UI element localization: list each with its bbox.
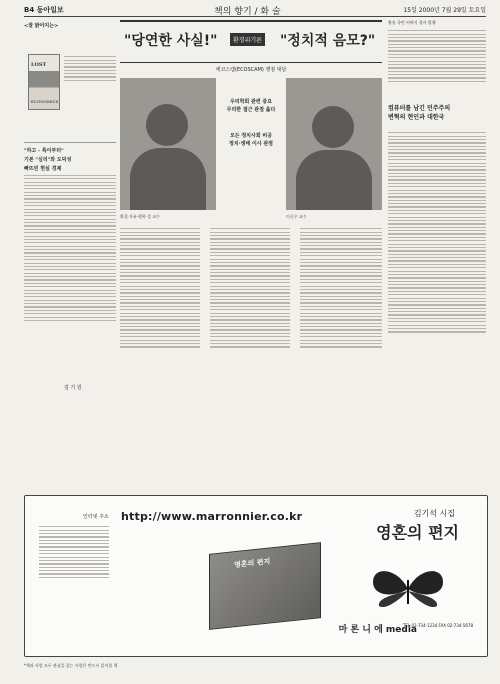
ad-poem-lines — [39, 524, 109, 580]
pullquote-left: 우리학회 관련 중요 무리한 접근 관점 옳다 — [226, 99, 276, 113]
footer-note: *책과 사람 모두 관심을 갖는 사람은 반드시 읽어볼 책 — [24, 663, 118, 668]
headline-subhead: 에코스캠(ECOSCAM) 쟁점 대담 — [215, 67, 287, 73]
page-label: B4 동아일보 — [24, 6, 64, 14]
main-headline — [120, 20, 382, 63]
left-column — [24, 20, 116, 420]
butterfly-icon — [367, 562, 449, 616]
page-header — [24, 4, 486, 17]
right-top-lines — [388, 28, 486, 84]
article-text-col2 — [210, 226, 290, 350]
left-article-title: "하고 - 특이부터" 기본 "심리"와 도덕성 빠뜨린 현실 경제 — [24, 148, 72, 173]
section-title: 책의 향기 / 화 술 — [214, 7, 281, 17]
headline-badge: 환경위기론 — [230, 33, 265, 46]
headline-right: "정치적 음모?" — [280, 33, 376, 49]
ad-book-image — [209, 542, 321, 630]
ad-url-prefix: 인터넷 주소 — [83, 514, 109, 520]
photo-left — [120, 78, 216, 210]
photo-left-caption: 환경 자유·행복 성 교수 — [120, 214, 160, 219]
author-signature: 김 기 원 — [64, 385, 82, 391]
book-cover-image — [28, 54, 60, 110]
ad-publisher-info: TEL 02-734-1234 FAX 02-734-5678 — [402, 623, 473, 628]
right-article-title: 컴퓨터를 남긴 민주주의 변혁의 현인과 대한국 — [388, 105, 451, 121]
headline-left: "당연한 사실!" — [124, 33, 218, 49]
article-text-col3 — [300, 226, 382, 350]
left-heading: <잘 밝아지는> — [24, 23, 59, 29]
pullquote-right: 모든 정치사회 비공 정치·생태 이사 관점 — [228, 133, 274, 147]
book-title-line-1: LOST — [31, 62, 47, 68]
ad-url[interactable]: http://www.marronnier.co.kr — [121, 510, 303, 523]
photo-right-caption: 이신우 교수 — [286, 214, 307, 219]
book-desc-lines — [64, 54, 116, 83]
book-title-line-2: ECONOMICS — [31, 99, 59, 104]
left-article-text — [24, 175, 116, 321]
right-column — [388, 20, 486, 420]
ad-book-title: 영혼의 편지 — [234, 556, 271, 570]
book-advertisement — [24, 495, 488, 657]
right-top-note: 방송 국민 이야기 창사 발행 — [388, 20, 436, 25]
ad-publisher: 마 론 니 에 media — [338, 625, 417, 635]
article-text-col1 — [120, 226, 200, 350]
page-date: 15일 2000년 7월 29일 토요일 — [403, 7, 486, 14]
book-block — [24, 24, 116, 143]
ad-poet: 김기석 시집 — [413, 509, 455, 518]
main-article — [120, 20, 382, 420]
photo-right — [286, 78, 382, 210]
right-article-lines — [388, 130, 486, 335]
ad-title: 영혼의 편지 — [376, 523, 459, 542]
